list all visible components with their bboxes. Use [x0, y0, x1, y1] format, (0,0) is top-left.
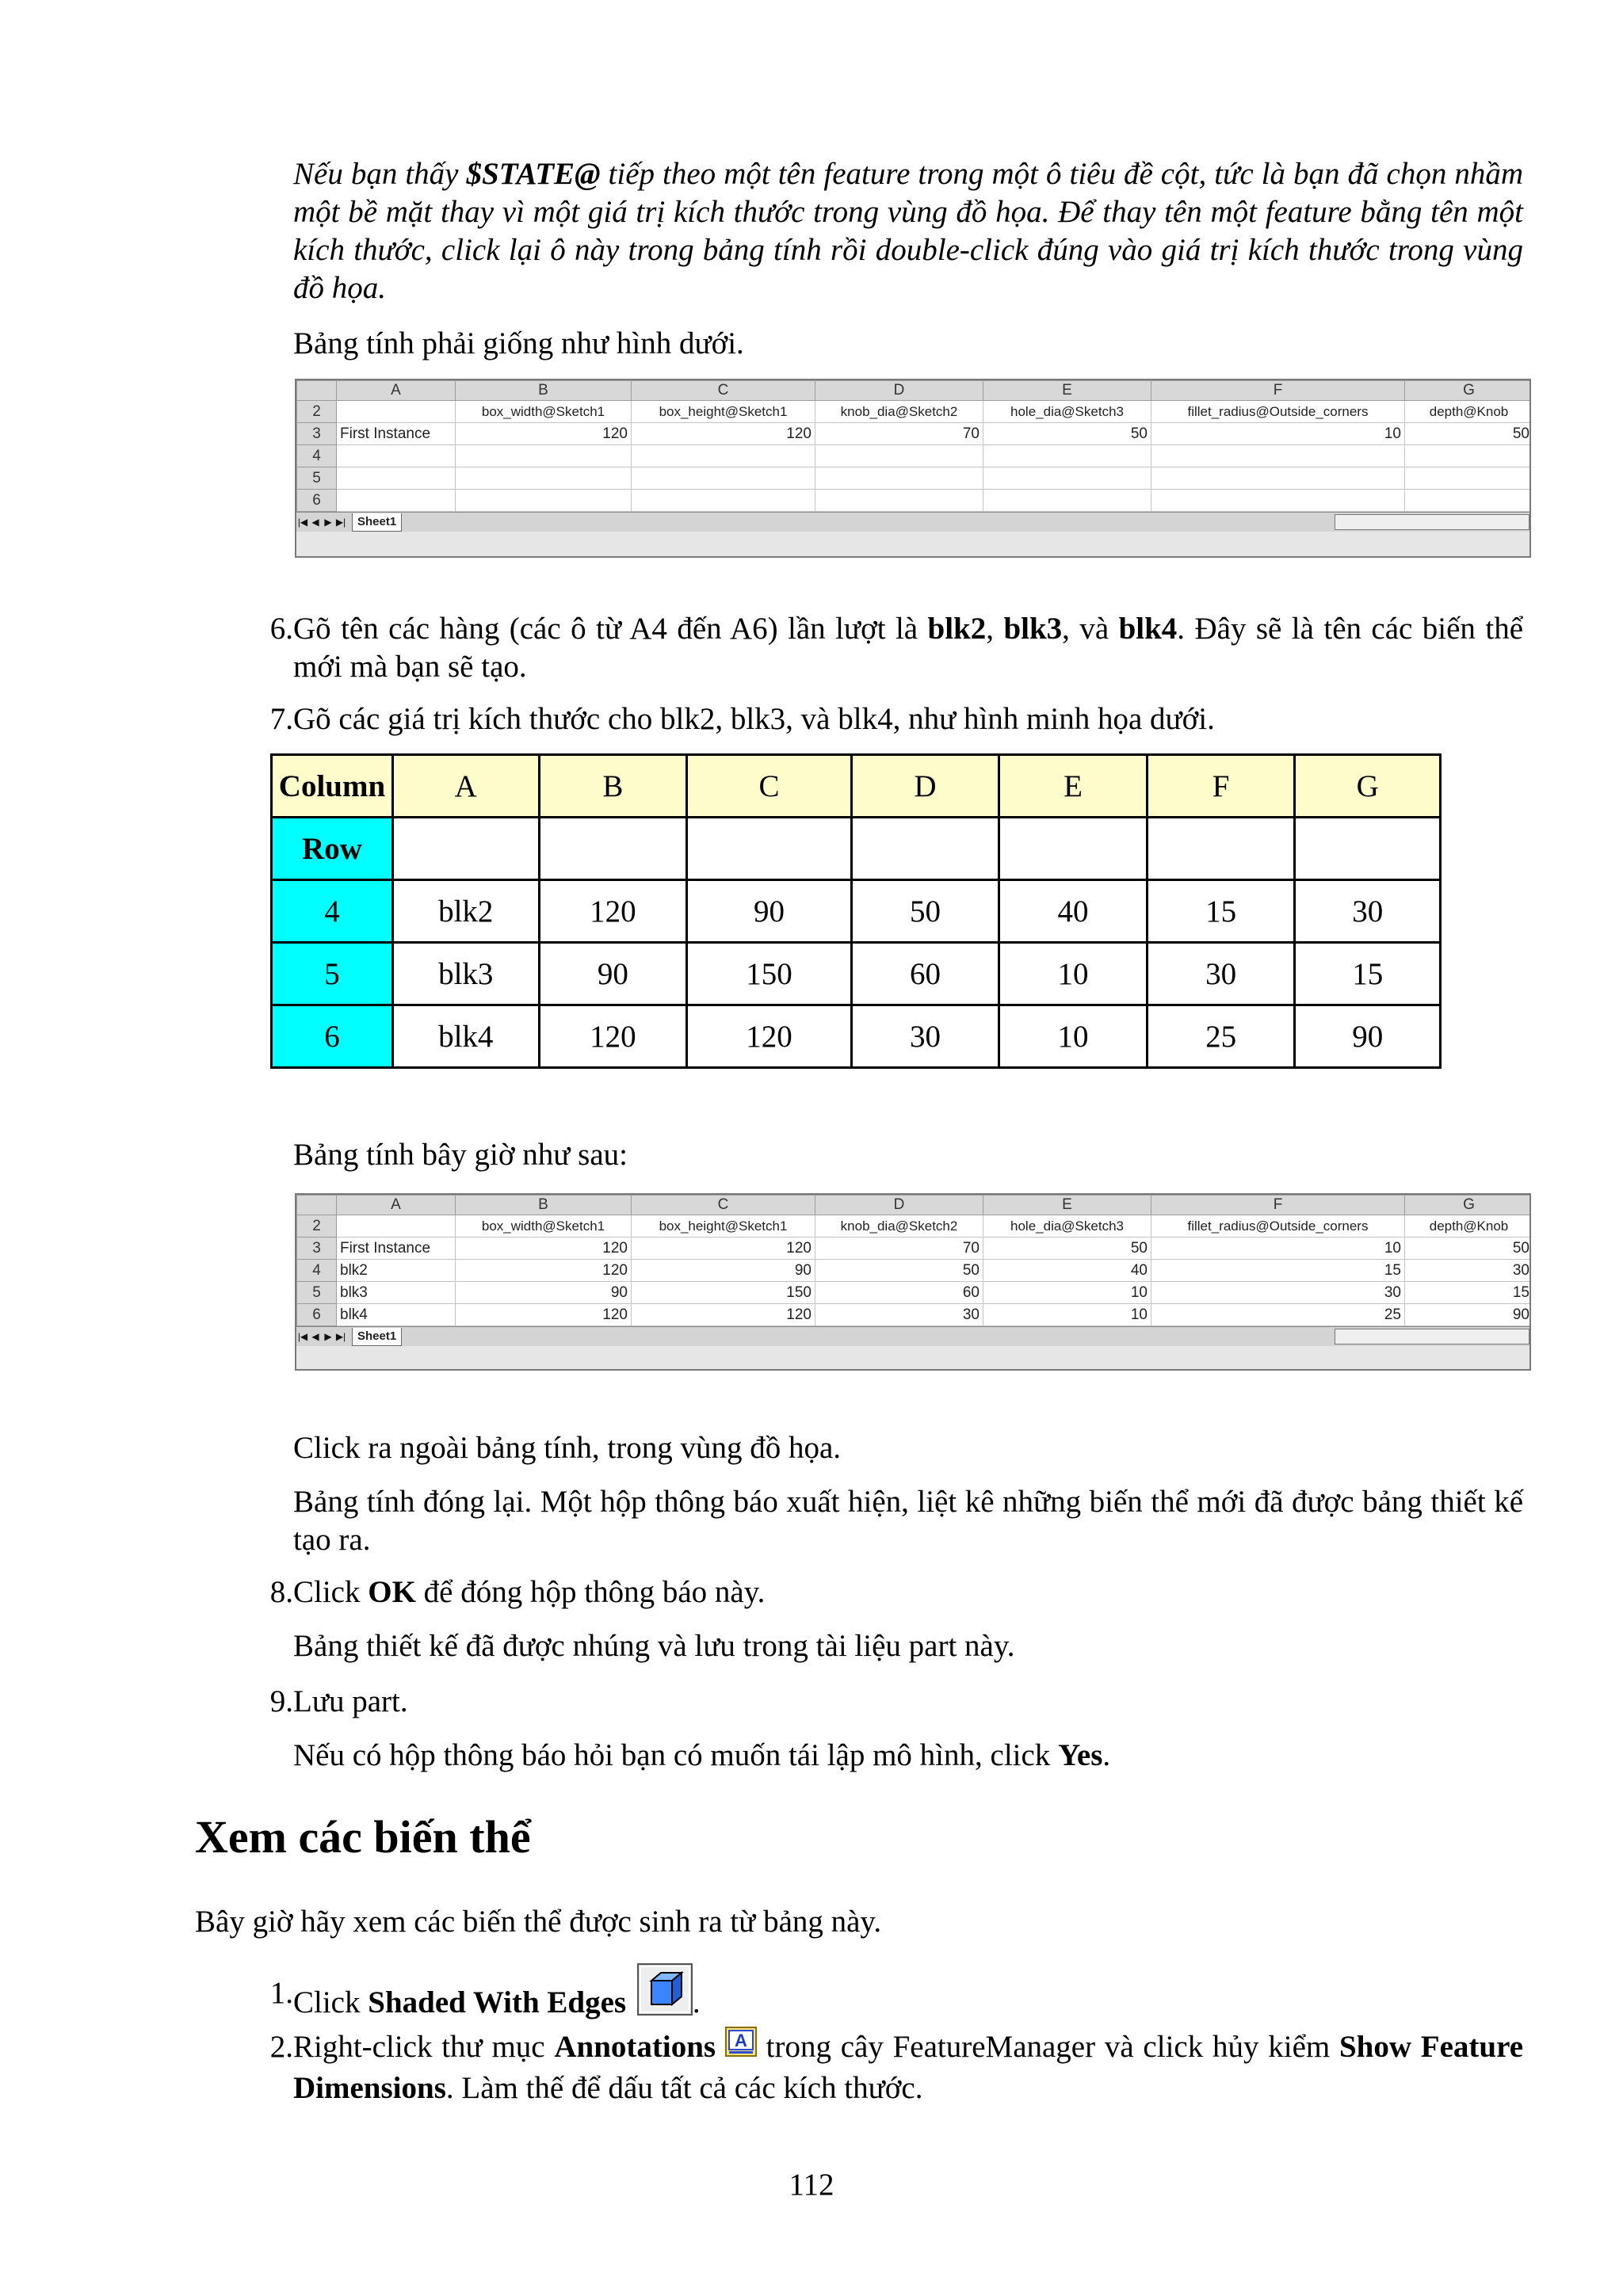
sheet-cell[interactable]: [983, 445, 1151, 467]
value-cell: 120: [539, 1005, 687, 1068]
value-cell: 30: [851, 1005, 999, 1068]
sheet-cell[interactable]: 120: [456, 1260, 632, 1282]
sheet-cell[interactable]: 15: [1405, 1282, 1532, 1304]
sheet-cell[interactable]: First Instance: [337, 423, 456, 445]
sheet-cell[interactable]: 70: [815, 1238, 983, 1260]
select-all-corner[interactable]: [297, 1196, 337, 1215]
sheet-header-cell[interactable]: depth@Knob: [1405, 1215, 1532, 1238]
horizontal-scrollbar[interactable]: [1335, 514, 1529, 530]
row-number[interactable]: 2: [297, 401, 337, 423]
sheet-cell[interactable]: 25: [1151, 1304, 1405, 1326]
sheet-cell[interactable]: 30: [1405, 1260, 1532, 1282]
row-number[interactable]: 6: [297, 1304, 337, 1326]
column-letter-row: [297, 1196, 1532, 1215]
step-6: 6. Gõ tên các hàng (các ô từ A4 đến A6) lần lượt là blk2, blk3, và blk4. Đây sẽ là tên các biến thể mới mà bạn sẽ tạo.: [269, 612, 1524, 684]
column-letter[interactable]: C: [632, 381, 815, 401]
prev-sheet-icon[interactable]: ◀: [311, 1331, 319, 1342]
row-label-row: [272, 818, 1441, 880]
step-8: 8. Click OK để đóng hộp thông báo này.: [269, 1575, 766, 1609]
sheet-cell[interactable]: [815, 445, 983, 467]
sheet-row: [297, 401, 1532, 423]
sheet-cell[interactable]: [632, 467, 815, 490]
spreadsheet-grid: [296, 380, 1531, 512]
row-number-cell: 5: [272, 943, 393, 1005]
row-number[interactable]: 5: [297, 467, 337, 490]
sheet-cell[interactable]: 150: [632, 1282, 815, 1304]
table-row: [272, 943, 1441, 1005]
sheet-cell[interactable]: [337, 467, 456, 490]
sheet-cell[interactable]: 50: [815, 1260, 983, 1282]
sheet-header-cell[interactable]: box_height@Sketch1: [632, 401, 815, 423]
sheet-cell[interactable]: 30: [1151, 1282, 1405, 1304]
sheet-cell[interactable]: [1151, 490, 1405, 512]
sheet-cell[interactable]: 120: [632, 1238, 815, 1260]
sheet-cell[interactable]: [983, 490, 1151, 512]
sheet-header-cell[interactable]: fillet_radius@Outside_corners: [1151, 1215, 1405, 1238]
value-cell: 90: [687, 880, 852, 943]
column-letter[interactable]: B: [456, 1196, 632, 1215]
sheet-cell[interactable]: 50: [1405, 1238, 1532, 1260]
sheet-cell[interactable]: blk2: [337, 1260, 456, 1282]
sheet-caption: Bảng tính phải giống như hình dưới.: [293, 326, 744, 360]
row-label-cell: Row: [272, 818, 393, 880]
sheet-header-cell[interactable]: fillet_radius@Outside_corners: [1151, 401, 1405, 423]
sheet-cell[interactable]: [337, 445, 456, 467]
sheet-row: [297, 1215, 1532, 1238]
sheet-row: [297, 467, 1532, 490]
sheet-cell[interactable]: 30: [815, 1304, 983, 1326]
sheet-cell[interactable]: [1405, 445, 1532, 467]
sheet-row: [297, 423, 1532, 445]
value-cell: 10: [999, 943, 1148, 1005]
value-cell: 25: [1147, 1005, 1295, 1068]
sheet-cell[interactable]: 90: [1405, 1304, 1532, 1326]
sheet-row: [297, 490, 1532, 512]
last-sheet-icon[interactable]: ▶|: [335, 1331, 346, 1342]
value-cell: 10: [999, 1005, 1148, 1068]
column-letter-cell: F: [1147, 755, 1295, 818]
empty-cell: [851, 818, 999, 880]
sheet2-caption: Bảng tính bây giờ như sau:: [293, 1138, 628, 1172]
column-letter[interactable]: G: [1405, 381, 1532, 401]
empty-cell: [392, 818, 539, 880]
sheet-cell[interactable]: 60: [815, 1282, 983, 1304]
sheet-cell[interactable]: 90: [456, 1282, 632, 1304]
spreadsheet-screenshot-filled: [295, 1193, 1531, 1371]
value-cell: 60: [851, 943, 999, 1005]
annotations-icon[interactable]: [725, 2027, 757, 2066]
sheet-header-cell[interactable]: knob_dia@Sketch2: [815, 1215, 983, 1238]
row-number[interactable]: 4: [297, 1260, 337, 1282]
value-cell: 120: [687, 1005, 852, 1068]
row-number[interactable]: 2: [297, 1215, 337, 1238]
next-sheet-icon[interactable]: ▶: [324, 1331, 332, 1342]
sheet-cell[interactable]: [1405, 490, 1532, 512]
sheet-cell[interactable]: 50: [983, 1238, 1151, 1260]
row-number[interactable]: 6: [297, 490, 337, 512]
sheet-cell[interactable]: [456, 467, 632, 490]
sheet-cell[interactable]: blk3: [337, 1282, 456, 1304]
shaded-with-edges-icon[interactable]: [637, 1963, 693, 2025]
table-row: [272, 1005, 1441, 1068]
empty-cell: [1295, 818, 1441, 880]
sheet-header-cell[interactable]: [337, 1215, 456, 1238]
column-letter[interactable]: G: [1405, 1196, 1532, 1215]
sheet-tab[interactable]: Sheet1: [352, 1328, 402, 1346]
value-cell: 30: [1147, 943, 1295, 1005]
spreadsheet-screenshot-initial: [295, 379, 1531, 558]
first-sheet-icon[interactable]: |◀: [297, 517, 308, 528]
sheet-closes-paragraph: Bảng tính đóng lại. Một hộp thông báo xuất hiện, liệt kê những biến thể mới đã được bảng thiết kế tạo ra.: [293, 1485, 1523, 1557]
step-9: 9. Lưu part.: [269, 1684, 408, 1718]
value-cell: 120: [539, 880, 687, 943]
horizontal-scrollbar[interactable]: [1335, 1329, 1529, 1344]
sheet-cell[interactable]: 10: [983, 1304, 1151, 1326]
page-number: 112: [789, 2168, 834, 2202]
column-letter-cell: B: [539, 755, 687, 818]
sheet-cell[interactable]: [1151, 467, 1405, 490]
sheet-row: [297, 445, 1532, 467]
sheet-cell[interactable]: 120: [632, 1304, 815, 1326]
sheet-row: [297, 1238, 1532, 1260]
section-intro: Bây giờ hãy xem các biến thể được sinh ra từ bảng này.: [195, 1905, 882, 1939]
step-7: 7. Gõ các giá trị kích thước cho blk2, blk3, và blk4, như hình minh họa dưới.: [269, 702, 1215, 736]
sheet-cell[interactable]: 90: [632, 1260, 815, 1282]
sheet-header-cell[interactable]: hole_dia@Sketch3: [983, 1215, 1151, 1238]
sheet-cell[interactable]: First Instance: [337, 1238, 456, 1260]
sheet-cell[interactable]: 50: [983, 423, 1151, 445]
column-letter-cell: D: [851, 755, 999, 818]
row-number-cell: 4: [272, 880, 393, 943]
sheet-cell[interactable]: 120: [456, 423, 632, 445]
sheet-row: [297, 1282, 1532, 1304]
sheet-row: [297, 1260, 1532, 1282]
rebuild-paragraph: Nếu có hộp thông báo hỏi bạn có muốn tái lập mô hình, click Yes.: [293, 1738, 1111, 1772]
table-row: [272, 880, 1441, 943]
sheet-row: [297, 1304, 1532, 1326]
annotations-icon-letter: A: [734, 2031, 747, 2051]
dimension-values-table: [270, 753, 1442, 1069]
sheet-cell[interactable]: [632, 445, 815, 467]
empty-cell: [687, 818, 852, 880]
row-number[interactable]: 3: [297, 423, 337, 445]
value-cell: 15: [1147, 880, 1295, 943]
value-cell: 15: [1295, 943, 1441, 1005]
column-letter[interactable]: D: [815, 381, 983, 401]
sheet-cell[interactable]: [456, 445, 632, 467]
value-cell: 90: [539, 943, 687, 1005]
column-letter-cell: C: [687, 755, 852, 818]
column-letter[interactable]: A: [337, 381, 456, 401]
sheet-header-cell[interactable]: box_width@Sketch1: [456, 1215, 632, 1238]
first-sheet-icon[interactable]: |◀: [297, 1331, 308, 1342]
value-cell: blk3: [392, 943, 539, 1005]
row-number[interactable]: 3: [297, 1238, 337, 1260]
embedded-paragraph: Bảng thiết kế đã được nhúng và lưu trong tài liệu part này.: [293, 1629, 1015, 1663]
sheet-cell[interactable]: 10: [1151, 1238, 1405, 1260]
row-number-cell: 6: [272, 1005, 393, 1068]
sheet-cell[interactable]: 120: [456, 1304, 632, 1326]
sheet-header-cell[interactable]: box_width@Sketch1: [456, 401, 632, 423]
click-outside-paragraph: Click ra ngoài bảng tính, trong vùng đồ họa.: [293, 1431, 842, 1465]
column-letter[interactable]: C: [632, 1196, 815, 1215]
empty-cell: [539, 818, 687, 880]
sheet-header-cell[interactable]: box_height@Sketch1: [632, 1215, 815, 1238]
column-letter-row: [297, 381, 1532, 401]
next-sheet-icon[interactable]: ▶: [324, 517, 332, 528]
sheet-header-cell[interactable]: [337, 401, 456, 423]
row-number[interactable]: 5: [297, 1282, 337, 1304]
prev-sheet-icon[interactable]: ◀: [311, 517, 319, 528]
sheet-cell[interactable]: [815, 467, 983, 490]
value-cell: 150: [687, 943, 852, 1005]
sheet-cell[interactable]: 10: [1151, 423, 1405, 445]
sheet-header-cell[interactable]: hole_dia@Sketch3: [983, 401, 1151, 423]
value-cell: 40: [999, 880, 1148, 943]
spreadsheet-grid: [296, 1195, 1531, 1326]
section-heading: Xem các biến thể: [195, 1811, 531, 1863]
sheet-cell[interactable]: [337, 490, 456, 512]
sheet-tab-bar: [296, 512, 1529, 532]
state-note: Nếu bạn thấy $STATE@ tiếp theo một tên feature trong một ô tiêu đề cột, tức là bạn đã chọn nhầm một bề mặt thay vì một giá trị kích thước trong vùng đồ họa. Để thay tên một feature bằng tên một kích thước, click lại ô này trong bảng tính rồi double-click đúng vào giá trị kích thước trong vùng đồ họa.: [293, 157, 1524, 305]
sheet-cell[interactable]: 10: [983, 1282, 1151, 1304]
sheet-cell[interactable]: [1151, 445, 1405, 467]
column-letter-cell: G: [1295, 755, 1441, 818]
sheet-cell[interactable]: 120: [456, 1238, 632, 1260]
column-letter[interactable]: E: [983, 381, 1151, 401]
last-sheet-icon[interactable]: ▶|: [335, 517, 346, 528]
sheet-cell[interactable]: [632, 490, 815, 512]
column-header-row: [272, 755, 1441, 818]
column-letter[interactable]: F: [1151, 1196, 1405, 1215]
value-cell: blk4: [392, 1005, 539, 1068]
column-letter[interactable]: A: [337, 1196, 456, 1215]
sheet-cell[interactable]: 70: [815, 423, 983, 445]
value-cell: 90: [1295, 1005, 1441, 1068]
view-step-1: 1. Click Shaded With Edges .: [230, 1974, 1523, 2036]
sheet-cell[interactable]: blk4: [337, 1304, 456, 1326]
column-label-cell: Column: [272, 755, 393, 818]
sheet-cell[interactable]: [983, 467, 1151, 490]
select-all-corner[interactable]: [297, 381, 337, 401]
value-cell: 30: [1295, 880, 1441, 943]
sheet-cell[interactable]: [456, 490, 632, 512]
sheet-cell[interactable]: 120: [632, 423, 815, 445]
sheet-cell[interactable]: [815, 490, 983, 512]
view-step-2: 2. Right-click thư mục Annotations A trong cây FeatureManager và click hủy kiểm Show Feature Dimensions. Làm thế để dấu tất cả các kích thước.: [230, 2028, 1523, 2107]
sheet-cell[interactable]: 15: [1151, 1260, 1405, 1282]
column-letter[interactable]: F: [1151, 381, 1405, 401]
column-letter-cell: A: [392, 755, 539, 818]
sheet-cell[interactable]: [1405, 467, 1532, 490]
value-cell: blk2: [392, 880, 539, 943]
sheet-header-cell[interactable]: depth@Knob: [1405, 401, 1532, 423]
sheet-cell[interactable]: 50: [1405, 423, 1532, 445]
empty-cell: [1147, 818, 1295, 880]
row-number[interactable]: 4: [297, 445, 337, 467]
value-cell: 50: [851, 880, 999, 943]
column-letter[interactable]: B: [456, 381, 632, 401]
sheet-tab[interactable]: Sheet1: [352, 513, 402, 532]
sheet-cell[interactable]: 40: [983, 1260, 1151, 1282]
sheet-header-cell[interactable]: knob_dia@Sketch2: [815, 401, 983, 423]
column-letter[interactable]: D: [815, 1196, 983, 1215]
sheet-tab-bar: [296, 1326, 1529, 1346]
column-letter[interactable]: E: [983, 1196, 1151, 1215]
column-letter-cell: E: [999, 755, 1148, 818]
empty-cell: [999, 818, 1148, 880]
